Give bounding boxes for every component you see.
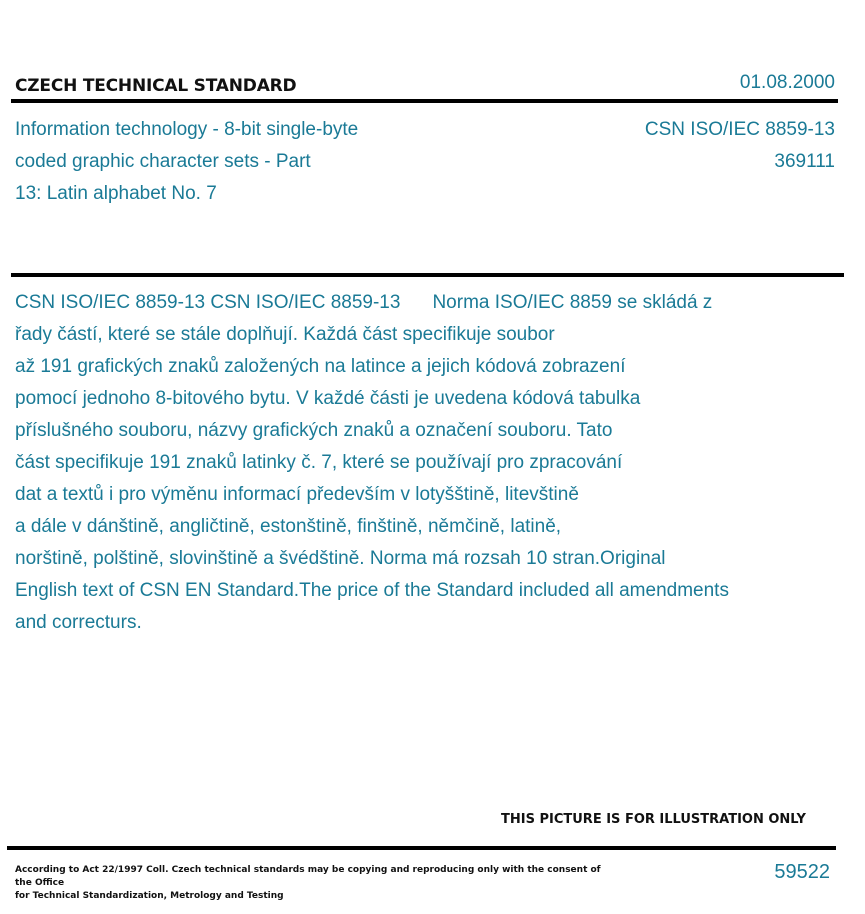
header-divider	[11, 99, 838, 103]
standard-code: CSN ISO/IEC 8859-13	[644, 119, 835, 140]
classification-number: 369111	[774, 151, 835, 172]
standard-title-line: coded graphic character sets - Part	[15, 151, 311, 172]
description-line: až 191 grafických znaků založených na latince a jejich kódová zobrazení	[15, 356, 626, 377]
description-line: norštině, polštině, slovinštině a švédštině. Norma má rozsah 10 stran.Original	[15, 548, 666, 569]
description-line	[15, 287, 845, 319]
footer-divider	[7, 846, 836, 850]
legal-notice	[15, 864, 615, 903]
description-line: a dále v dánštině, angličtině, estonštině, finštině, němčině, latině,	[15, 516, 562, 537]
document-type-label: CZECH TECHNICAL STANDARD	[15, 76, 297, 96]
description-line: English text of CSN EN Standard.The price of the Standard included all amendments	[15, 580, 729, 601]
description-line: dat a textů i pro výměnu informací především v lotyšštině, litevštině	[15, 484, 579, 505]
description-line: pomocí jednoho 8-bitového bytu. V každé části je uvedena kódová tabulka	[15, 388, 641, 409]
standard-title-line: 13: Latin alphabet No. 7	[15, 183, 217, 204]
description-code-repeat: CSN ISO/IEC 8859-13 CSN ISO/IEC 8859-13	[15, 292, 401, 313]
description-line: část specifikuje 191 znaků latinky č. 7, které se používají pro zpracování	[15, 452, 623, 473]
description-line: řady částí, které se stále doplňují. Každá část specifikuje soubor	[15, 324, 555, 345]
publication-date: 01.08.2000	[739, 72, 835, 93]
description-intro: Norma ISO/IEC 8859 se skládá z	[432, 292, 713, 313]
section-divider	[11, 273, 844, 277]
illustration-note: THIS PICTURE IS FOR ILLUSTRATION ONLY	[501, 812, 806, 827]
standard-title-line: Information technology - 8-bit single-byte	[15, 119, 359, 140]
standard-code-block	[645, 114, 835, 178]
description-line: and correcturs.	[15, 612, 142, 633]
legal-notice-line: for Technical Standardization, Metrology and Testing	[15, 891, 284, 901]
standard-title	[15, 114, 435, 210]
document-number: 59522	[774, 861, 830, 883]
legal-notice-line: According to Act 22/1997 Coll. Czech technical standards may be copying and reproducing only with the consent of the Office	[15, 865, 601, 888]
description-line: příslušného souboru, názvy grafických znaků a označení souboru. Tato	[15, 420, 613, 441]
description-text	[15, 287, 845, 639]
